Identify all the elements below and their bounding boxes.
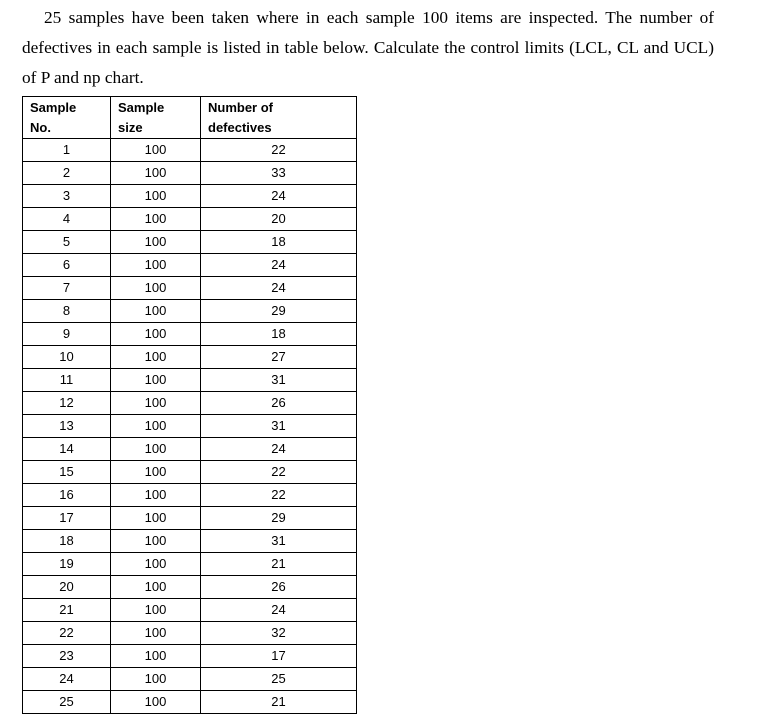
sample-no-cell: 10 <box>23 346 111 369</box>
sample-no-cell: 3 <box>23 185 111 208</box>
sample-size-cell: 100 <box>111 231 201 254</box>
table-row <box>23 484 357 507</box>
defectives-cell: 31 <box>201 415 357 438</box>
header-defectives <box>201 97 357 139</box>
defectives-cell: 31 <box>201 369 357 392</box>
table-header-row <box>23 97 357 139</box>
sample-size-cell: 100 <box>111 553 201 576</box>
defectives-cell: 24 <box>201 599 357 622</box>
sample-size-cell: 100 <box>111 507 201 530</box>
header-sample-no <box>23 97 111 139</box>
sample-no-cell: 20 <box>23 576 111 599</box>
sample-no-cell: 9 <box>23 323 111 346</box>
table-row <box>23 323 357 346</box>
defectives-cell: 22 <box>201 484 357 507</box>
table-row <box>23 576 357 599</box>
table-row <box>23 185 357 208</box>
table-row <box>23 415 357 438</box>
table-row <box>23 645 357 668</box>
defectives-cell: 32 <box>201 622 357 645</box>
table-row <box>23 346 357 369</box>
sample-size-cell: 100 <box>111 438 201 461</box>
defectives-table <box>22 96 357 714</box>
defectives-cell: 21 <box>201 553 357 576</box>
defectives-cell: 17 <box>201 645 357 668</box>
sample-size-cell: 100 <box>111 668 201 691</box>
sample-no-cell: 19 <box>23 553 111 576</box>
defectives-cell: 18 <box>201 231 357 254</box>
table-row <box>23 162 357 185</box>
table-row <box>23 691 357 714</box>
header-sample-size-line1: Sample <box>118 100 165 115</box>
sample-size-cell: 100 <box>111 691 201 714</box>
defectives-cell: 24 <box>201 438 357 461</box>
table-row <box>23 369 357 392</box>
problem-statement: 25 samples have been taken where in each sample 100 items are inspected. The number of defectives in each sample is listed in table below. Calculate the control limits (LCL, CL and UCL) of P and np chart. <box>22 8 714 87</box>
defectives-cell: 24 <box>201 254 357 277</box>
table-row <box>23 277 357 300</box>
sample-no-cell: 7 <box>23 277 111 300</box>
sample-no-cell: 22 <box>23 622 111 645</box>
defectives-cell: 25 <box>201 668 357 691</box>
sample-no-cell: 23 <box>23 645 111 668</box>
defectives-cell: 24 <box>201 185 357 208</box>
sample-no-cell: 14 <box>23 438 111 461</box>
sample-size-cell: 100 <box>111 392 201 415</box>
sample-no-cell: 24 <box>23 668 111 691</box>
sample-size-cell: 100 <box>111 599 201 622</box>
sample-size-cell: 100 <box>111 139 201 162</box>
sample-size-cell: 100 <box>111 484 201 507</box>
sample-no-cell: 13 <box>23 415 111 438</box>
header-sample-size <box>111 97 201 139</box>
sample-no-cell: 17 <box>23 507 111 530</box>
sample-size-cell: 100 <box>111 415 201 438</box>
table-row <box>23 530 357 553</box>
defectives-cell: 21 <box>201 691 357 714</box>
table-row <box>23 208 357 231</box>
sample-size-cell: 100 <box>111 369 201 392</box>
sample-size-cell: 100 <box>111 530 201 553</box>
defectives-cell: 26 <box>201 576 357 599</box>
defectives-cell: 29 <box>201 300 357 323</box>
defectives-cell: 20 <box>201 208 357 231</box>
table-row <box>23 599 357 622</box>
sample-no-cell: 1 <box>23 139 111 162</box>
table-row <box>23 438 357 461</box>
sample-size-cell: 100 <box>111 461 201 484</box>
header-sample-no-line1: Sample <box>30 100 77 115</box>
table-row <box>23 392 357 415</box>
header-defectives-line2: defectives <box>208 120 272 135</box>
table-row <box>23 254 357 277</box>
defectives-cell: 27 <box>201 346 357 369</box>
sample-size-cell: 100 <box>111 277 201 300</box>
sample-size-cell: 100 <box>111 622 201 645</box>
table-body <box>23 139 357 714</box>
sample-no-cell: 6 <box>23 254 111 277</box>
sample-size-cell: 100 <box>111 162 201 185</box>
table-row <box>23 553 357 576</box>
defectives-cell: 26 <box>201 392 357 415</box>
sample-size-cell: 100 <box>111 323 201 346</box>
header-sample-size-line2: size <box>118 120 143 135</box>
sample-size-cell: 100 <box>111 254 201 277</box>
sample-size-cell: 100 <box>111 208 201 231</box>
sample-size-cell: 100 <box>111 185 201 208</box>
defectives-cell: 29 <box>201 507 357 530</box>
defectives-cell: 22 <box>201 461 357 484</box>
defectives-cell: 24 <box>201 277 357 300</box>
defectives-cell: 31 <box>201 530 357 553</box>
sample-no-cell: 25 <box>23 691 111 714</box>
table-row <box>23 668 357 691</box>
sample-no-cell: 11 <box>23 369 111 392</box>
sample-size-cell: 100 <box>111 346 201 369</box>
defectives-cell: 18 <box>201 323 357 346</box>
table-row <box>23 622 357 645</box>
table-row <box>23 461 357 484</box>
table-row <box>23 507 357 530</box>
sample-no-cell: 21 <box>23 599 111 622</box>
sample-size-cell: 100 <box>111 300 201 323</box>
sample-no-cell: 18 <box>23 530 111 553</box>
sample-no-cell: 15 <box>23 461 111 484</box>
sample-size-cell: 100 <box>111 576 201 599</box>
sample-no-cell: 2 <box>23 162 111 185</box>
defectives-cell: 33 <box>201 162 357 185</box>
sample-no-cell: 5 <box>23 231 111 254</box>
header-sample-no-line2: No. <box>30 120 51 135</box>
defectives-cell: 22 <box>201 139 357 162</box>
sample-no-cell: 12 <box>23 392 111 415</box>
sample-size-cell: 100 <box>111 645 201 668</box>
table-row <box>23 139 357 162</box>
header-defectives-line1: Number of <box>208 100 273 115</box>
sample-no-cell: 8 <box>23 300 111 323</box>
table-row <box>23 231 357 254</box>
table-row <box>23 300 357 323</box>
sample-no-cell: 4 <box>23 208 111 231</box>
sample-no-cell: 16 <box>23 484 111 507</box>
